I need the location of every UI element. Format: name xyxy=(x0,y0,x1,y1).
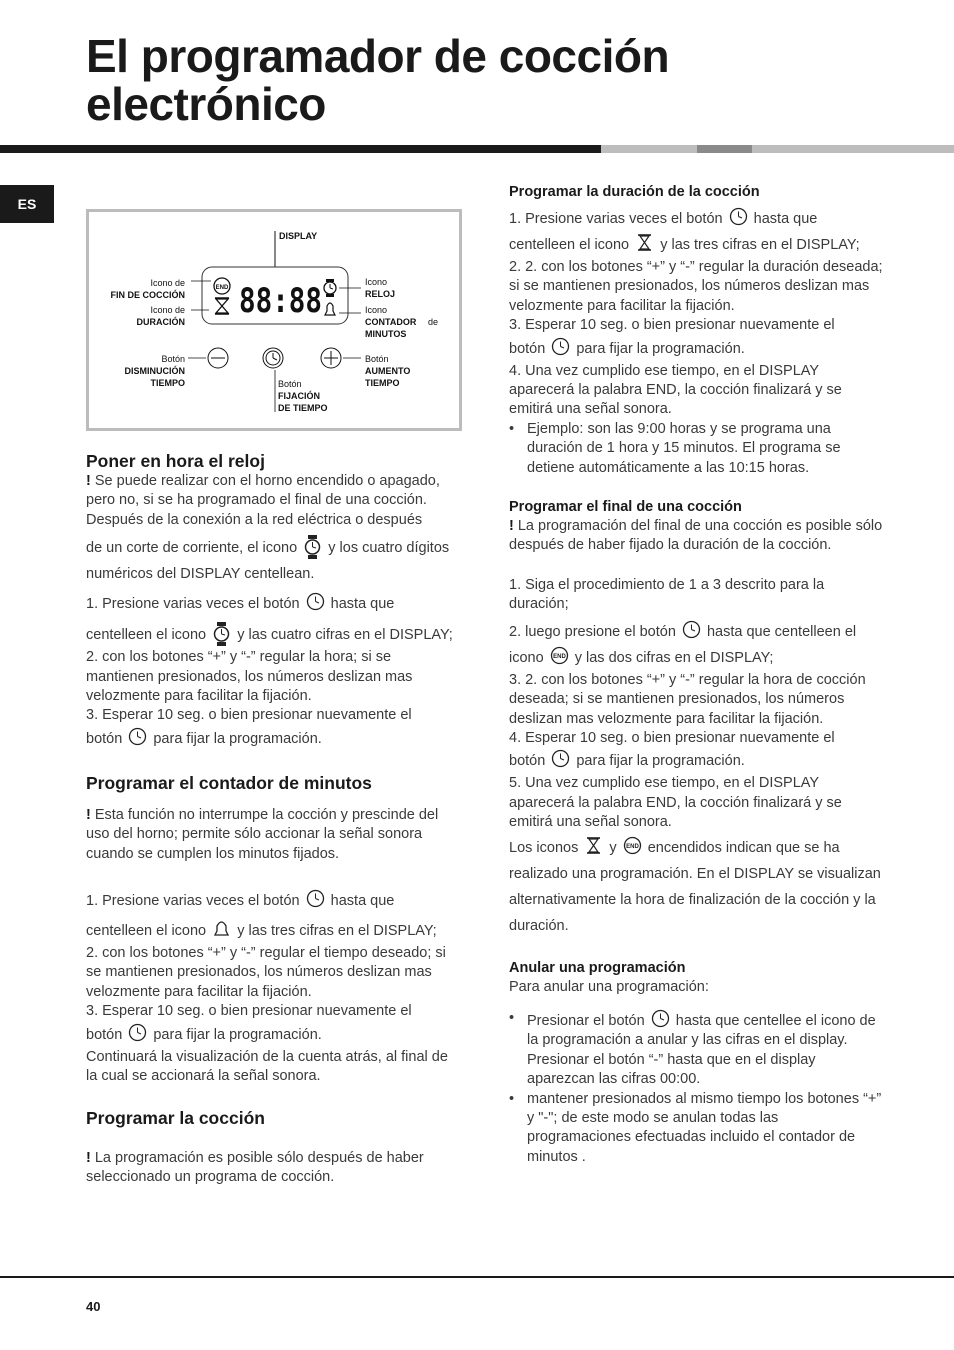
contador-s3c: para fijar la programación. xyxy=(153,1026,322,1043)
duracion-heading: Programar la duración de la cocción xyxy=(509,184,760,200)
right-column xyxy=(509,183,885,1167)
contador-step3: 3. Esperar 10 seg. o bien presionar nuevamente el xyxy=(86,1003,412,1020)
final-p2 xyxy=(509,835,885,939)
clock-icon xyxy=(729,207,748,226)
clock-icon xyxy=(306,592,325,611)
contador-label: Icono xyxy=(365,305,388,315)
final-s4b: botón xyxy=(509,753,546,770)
final-step4-cont xyxy=(509,748,885,774)
bell-icon xyxy=(325,303,335,315)
duracion-step3: 3. Esperar 10 seg. o bien presionar nuevamente el xyxy=(509,317,835,334)
clock-icon xyxy=(551,749,570,768)
end-icon xyxy=(214,278,230,294)
plus-label: Botón xyxy=(365,354,389,364)
title-line-1: El programador de cocción xyxy=(86,30,670,82)
title-line-2: electrónico xyxy=(86,78,326,130)
panel-svg xyxy=(89,212,459,428)
duracion-example: • Ejemplo: son las 9:00 horas y se programa una duración de 1 hora y 15 minutos. El programa se detiene automáticamente a las 10:15 horas. xyxy=(509,420,885,478)
fix-name-2: DE TIEMPO xyxy=(278,403,328,413)
fix-name-1: FIJACIÓN xyxy=(278,391,321,401)
page-number: 40 xyxy=(86,1299,101,1314)
duracion-s1a: 1. Presione varias veces el botón xyxy=(509,211,723,227)
final-s4c: para fijar la programación. xyxy=(576,753,745,770)
duracion-step3-cont xyxy=(509,336,885,362)
duracion-s1b: hasta que xyxy=(753,211,818,227)
reloj-p1 xyxy=(86,472,462,511)
final-s2a: 2. luego presione el botón xyxy=(509,623,676,640)
duracion-s3c: para fijar la programación. xyxy=(576,340,745,357)
reloj-label: Icono xyxy=(365,277,388,287)
anular-p1: Para anular una programación: xyxy=(509,978,709,995)
contador-de: de xyxy=(428,317,439,327)
reloj-s3b: botón xyxy=(86,730,123,747)
watch-icon xyxy=(303,534,322,560)
contador-step1-cont xyxy=(86,918,462,944)
final-step2 xyxy=(509,619,885,671)
final-step3: 3. 2. con los botones “+” y “-” regular la hora de cocción deseada; si se mantienen presionados, los números deslizan mas velozmente para facilitar la fijación. xyxy=(509,671,866,727)
contador-p1-text: Esta función no interrumpe la cocción y prescinde del uso del horno; permite sólo accionar la señal sonora cuando se cumplen los minutos fijados. xyxy=(86,806,439,862)
bell-icon xyxy=(212,919,231,938)
plus-name-2: TIEMPO xyxy=(365,378,400,388)
svg-text:END: END xyxy=(215,285,229,291)
clock-icon xyxy=(263,348,283,368)
final-p1 xyxy=(509,517,885,556)
dur-icon-label: Icono de xyxy=(150,305,185,315)
footer-rule xyxy=(0,1276,954,1278)
contador-s1a: 1. Presione varias veces el botón xyxy=(86,893,300,910)
language-tab: ES xyxy=(0,185,54,223)
left-column xyxy=(86,450,462,1187)
contador-p1 xyxy=(86,806,462,864)
hourglass-icon xyxy=(584,836,603,855)
reloj-name: RELOJ xyxy=(365,289,396,299)
coccion-heading: Programar la cocción xyxy=(86,1107,265,1128)
final-p2a: Los iconos xyxy=(509,839,579,856)
duracion-step2: 2. 2. con los botones “+” y “-” regular la duración deseada; si se mantienen presionados, los números deslizan mas velozmente para facilitar la fijación. xyxy=(509,259,883,314)
contador-name: CONTADOR xyxy=(365,317,417,327)
anular-list xyxy=(509,1009,885,1167)
end-icon xyxy=(550,646,569,665)
minus-name-2: TIEMPO xyxy=(150,378,185,388)
final-step1: 1. Siga el procedimiento de 1 a 3 descrito para la duración; xyxy=(509,576,825,613)
final-s2c: el icono xyxy=(509,623,857,666)
plus-icon xyxy=(321,348,341,368)
duracion-s1c: centelleen el icono xyxy=(509,237,630,253)
final-s2d: y las dos cifras en el DISPLAY; xyxy=(574,649,774,666)
contador-s1c: centelleen el icono xyxy=(86,923,207,940)
dur-icon-name: DURACIÓN xyxy=(136,317,185,327)
watch-icon xyxy=(212,621,231,647)
header-rule-light xyxy=(601,145,697,153)
reloj-p2: Después de la conexión a la red eléctrica o después xyxy=(86,511,423,528)
hourglass-icon xyxy=(635,233,654,252)
contador-p2: Continuará la visualización de la cuenta atrás, al final de la cual se accionará la señal sonora. xyxy=(86,1048,448,1085)
clock-icon xyxy=(682,620,701,639)
reloj-p3a: de un corte de corriente, el icono xyxy=(86,540,298,557)
final-p2c: encendidos indican que se ha realizado una programación. En el DISPLAY se visualizan alternativamente la hora de finalización de la cocción y la duración. xyxy=(509,839,881,934)
anular-item-2: • mantener presionados al mismo tiempo los botones “+” y "-"; de este modo se anulan todas las programaciones efectuadas incluido el contador de minutos . xyxy=(509,1090,885,1168)
fin-icon-label: Icono de xyxy=(150,278,185,288)
coccion-p1-text: La programación es posible sólo después de haber seleccionado un programa de cocción. xyxy=(86,1149,424,1185)
header-rule-mid xyxy=(697,145,752,153)
clock-icon xyxy=(551,337,570,356)
header-rule xyxy=(0,145,601,153)
duracion-step1 xyxy=(509,206,885,258)
page-title xyxy=(86,32,906,128)
control-panel-diagram xyxy=(86,209,462,431)
duracion-s1d: y las tres cifras en el DISPLAY; xyxy=(660,237,860,253)
clock-icon xyxy=(128,1023,147,1042)
contador-heading: Programar el contador de minutos xyxy=(86,772,372,793)
final-s2b: hasta que centelleen xyxy=(706,623,841,640)
watch-icon xyxy=(324,279,336,297)
duracion-s3b: botón xyxy=(509,340,546,357)
warning-mark: ! xyxy=(86,806,95,823)
contador-name-2: MINUTOS xyxy=(365,329,407,339)
warning-mark: ! xyxy=(86,1149,95,1166)
end-icon xyxy=(623,836,642,855)
reloj-s1d: y las cuatro cifras en el DISPLAY; xyxy=(237,627,453,644)
reloj-p3 xyxy=(86,534,462,587)
reloj-s1a: 1. Presione varias veces el botón xyxy=(86,596,300,613)
plus-name-1: AUMENTO xyxy=(365,366,411,376)
final-step5: 5. Una vez cumplido ese tiempo, en el DISPLAY aparecerá la palabra END, la cocción finalizará y se emitirá una señal sonora. xyxy=(509,775,842,831)
contador-s3b: botón xyxy=(86,1026,123,1043)
fix-label: Botón xyxy=(278,379,302,389)
reloj-s3c: para fijar la programación. xyxy=(153,730,322,747)
anular-b1a: Presionar el botón xyxy=(527,1012,645,1029)
duracion-step4: 4. Una vez cumplido ese tiempo, en el DISPLAY aparecerá la palabra END, la cocción finalizará y se emitirá una señal sonora. xyxy=(509,362,842,418)
reloj-p1-text: Se puede realizar con el horno encendido o apagado, pero no, si se ha programado el final de una cocción. xyxy=(86,473,440,509)
anular-item-1 xyxy=(509,1009,885,1090)
contador-s1b: hasta que xyxy=(330,893,395,910)
minus-name-1: DISMINUCIÓN xyxy=(124,366,185,376)
contador-step3-cont xyxy=(86,1022,462,1048)
clock-icon xyxy=(306,889,325,908)
warning-mark: ! xyxy=(86,473,95,489)
reloj-s1b: hasta que xyxy=(330,596,395,613)
clock-icon xyxy=(651,1009,670,1028)
hourglass-icon xyxy=(215,298,229,314)
coccion-p1 xyxy=(86,1149,462,1188)
anular-heading: Anular una programación xyxy=(509,959,686,976)
svg-text:END: END xyxy=(552,653,566,660)
reloj-step3: 3. Esperar 10 seg. o bien presionar nuevamente el xyxy=(86,707,412,724)
reloj-step1-cont xyxy=(86,621,462,648)
reloj-p3b: y los cuatro dígitos numéricos del DISPLAY centellean. xyxy=(86,540,450,583)
reloj-heading: Poner en hora el reloj xyxy=(86,451,265,471)
contador-step1 xyxy=(86,888,462,914)
reloj-step2: 2. con los botones “+” y “-” regular la hora; si se mantienen presionados, los números deslizan mas velozmente para facilitar la fijación. xyxy=(86,649,413,705)
svg-text:END: END xyxy=(625,843,639,850)
contador-step2: 2. con los botones “+” y “-” regular el tiempo deseado; si se mantienen presionados, los números deslizan mas velozmente para facilitar la fijación. xyxy=(86,945,446,1000)
final-heading: Programar el final de una cocción xyxy=(509,499,742,516)
final-p1-text: La programación del final de una cocción es posible sólo después de haber fijado la duración de la cocción. xyxy=(509,518,883,554)
final-step4: 4. Esperar 10 seg. o bien presionar nuevamente el xyxy=(509,729,835,746)
display-digits: 88:88 xyxy=(239,281,322,321)
warning-mark: ! xyxy=(509,518,518,535)
contador-s1d: y las tres cifras en el DISPLAY; xyxy=(237,923,437,940)
minus-label: Botón xyxy=(161,354,185,364)
reloj-s1c: centelleen el icono xyxy=(86,627,207,644)
minus-icon xyxy=(208,348,228,368)
anular-b1b: hasta que centellee el icono de la programación a anular y las cifras en el display. Presionar el botón “-” hasta que en el display aparezcan las cifras 00:00. xyxy=(527,1012,876,1088)
reloj-step3-cont xyxy=(86,726,462,752)
fin-icon-name: FIN DE COCCIÓN xyxy=(110,290,185,300)
final-p2b: y xyxy=(609,839,617,856)
duracion-example-list xyxy=(509,420,885,478)
reloj-step1 xyxy=(86,591,462,617)
header-rule-light-2 xyxy=(752,145,954,153)
clock-icon xyxy=(128,727,147,746)
display-label: DISPLAY xyxy=(279,231,318,241)
